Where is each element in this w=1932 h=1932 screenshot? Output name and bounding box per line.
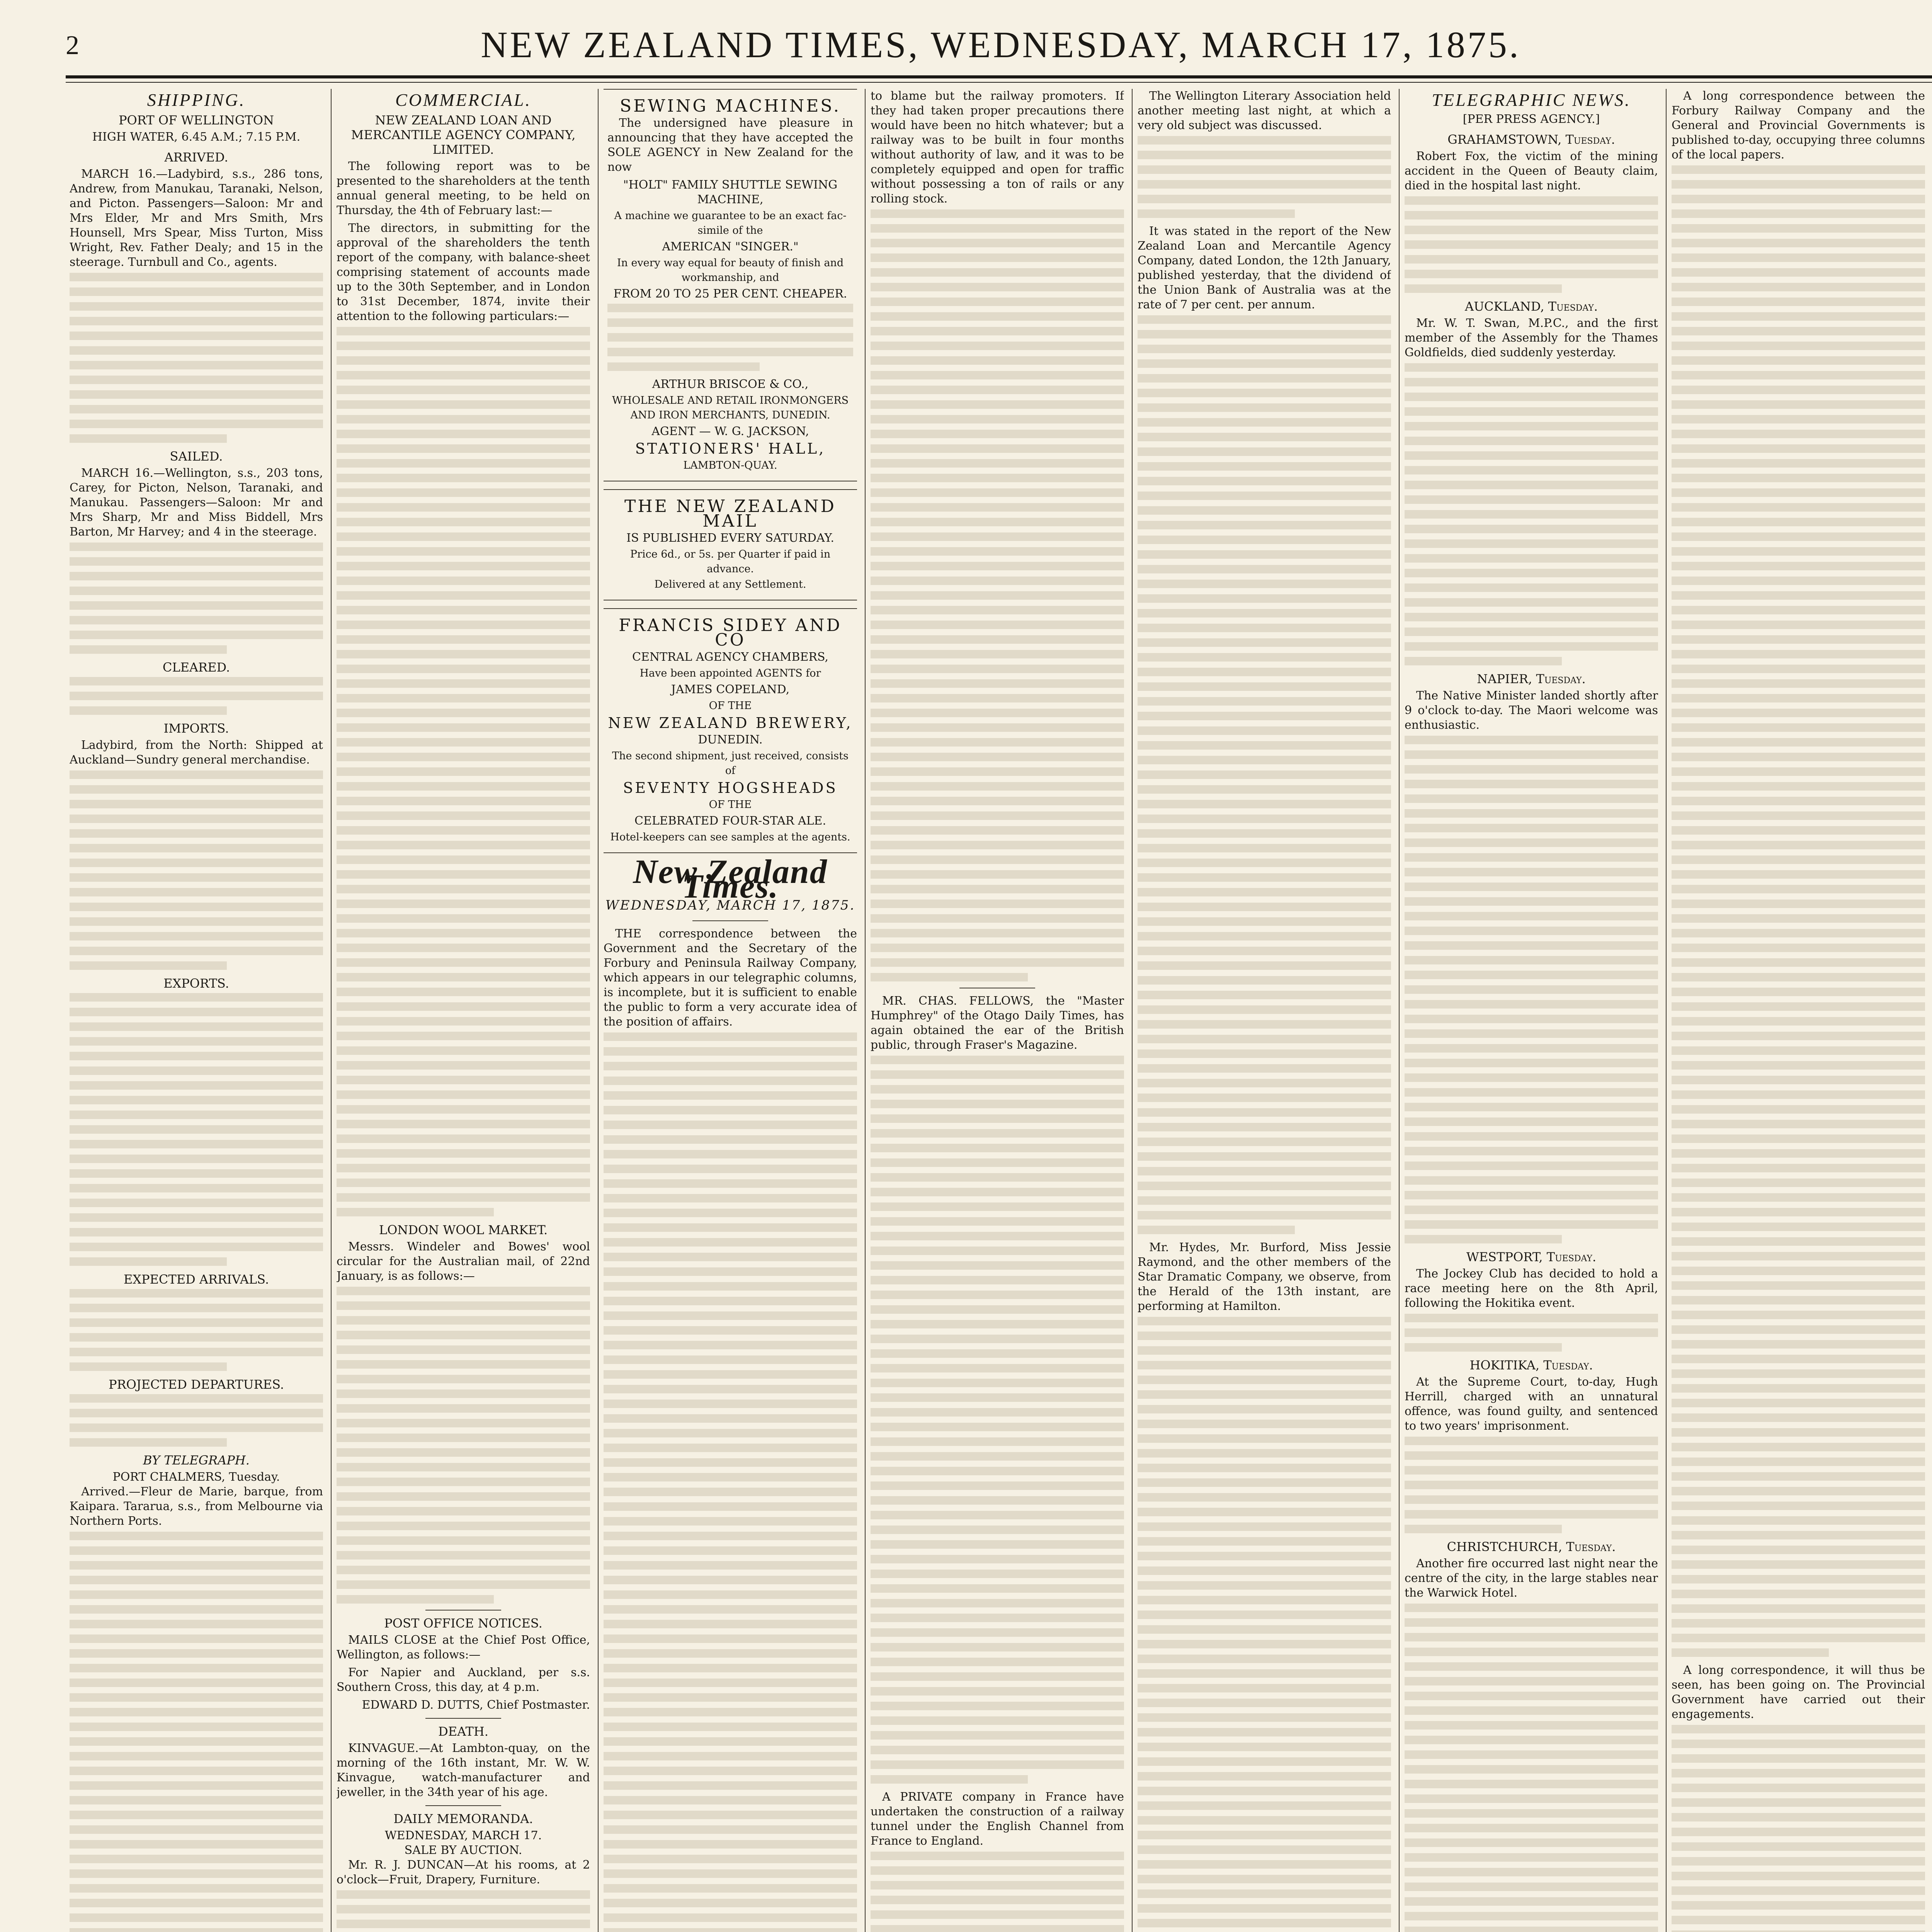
dateline: NAPIER, Tuesday. (1477, 672, 1586, 686)
column-divider (1132, 89, 1133, 1932)
text-block (871, 1056, 1124, 1784)
masthead-rule-thin (66, 82, 1932, 83)
arrived-heading: ARRIVED. (164, 150, 228, 165)
ad-line: Hotel-keepers can see samples at the agents. (610, 831, 850, 843)
news-paragraph: A long correspondence between the Forbury Railway Company and the General and Provincial Governments is published to-day, occupying three columns of the local papers. (1672, 89, 1925, 162)
expected-heading: EXPECTED ARRIVALS. (123, 1272, 269, 1287)
text-block (1138, 1317, 1391, 1932)
article-paragraph: Mr. R. J. DUNCAN—At his rooms, at 2 o'clock—Fruit, Drapery, Furniture. (337, 1858, 590, 1886)
column-commercial (337, 89, 590, 1932)
dateline: WESTPORT, Tuesday. (1466, 1250, 1597, 1264)
text-block (1405, 1604, 1658, 1932)
text-block (70, 273, 323, 443)
ad-line: AMERICAN "SINGER." (662, 240, 799, 253)
column-divider (865, 89, 866, 1932)
dateline: AUCKLAND, Tuesday. (1464, 299, 1598, 314)
text-block (70, 770, 323, 970)
port-heading: PORT OF WELLINGTON (119, 113, 274, 128)
exports-heading: EXPORTS. (163, 976, 229, 991)
text-block (1672, 1725, 1925, 1932)
leader-date: WEDNESDAY, MARCH 17, 1875. (605, 898, 855, 913)
text-block (1405, 736, 1658, 1243)
article-paragraph: MARCH 16.—Ladybird, s.s., 286 tons, Andrew, from Manukau, Taranaki, Nelson, and Picton. Passengers—Saloon: Mr and Mrs Elder, Mr and Mrs Smith, Mrs Hounsell, Mrs Spear, Miss Turton, Miss Wright, Rev. Father Dealy; and 15 in the steerage. Turnbull and Co., agents. (70, 167, 323, 269)
news-paragraph: At the Supreme Court, to-day, Hugh Herrill, charged with an unnatural offence, was found guilty, and sentenced to two years' imprisonment. (1405, 1375, 1658, 1433)
text-block (871, 209, 1124, 981)
ad-line: OF THE (709, 799, 752, 811)
cleared-heading: CLEARED. (162, 660, 230, 675)
ad-line: A machine we guarantee to be an exact fac-simile of the (614, 210, 847, 236)
dateline: CHRISTCHURCH, Tuesday. (1447, 1539, 1616, 1554)
column-correspondence (1672, 89, 1925, 1932)
telegraph-dateline: PORT CHALMERS, Tuesday. (112, 1470, 280, 1484)
ad-line: DUNEDIN. (698, 733, 763, 747)
text-block (604, 1032, 857, 1932)
newspaper-title: NEW ZEALAND TIMES, WEDNESDAY, MARCH 17, 1875. (481, 24, 1521, 65)
article-paragraph: KINVAGUE.—At Lambton-quay, on the morning of the 16th instant, Mr. W. W. Kinvague, watch-manufacturer and jeweller, in the 34th year of his age. (337, 1742, 590, 1799)
memoranda-date: WEDNESDAY, MARCH 17. (384, 1829, 542, 1842)
column-leader-continued (871, 89, 1124, 1932)
leader-title: New Zealand Times. (633, 853, 828, 905)
sailed-heading: SAILED. (170, 449, 223, 464)
text-block (337, 1287, 590, 1604)
high-water: HIGH WATER, 6.45 A.M.; 7.15 P.M. (92, 130, 301, 144)
article-paragraph: MAILS CLOSE at the Chief Post Office, Wellington, as follows:— (337, 1633, 590, 1662)
ad-line: CENTRAL AGENCY CHAMBERS, (632, 650, 828, 664)
news-paragraph: A long correspondence, it will thus be seen, has been going on. The Provincial Government have carried out their engagements. (1672, 1663, 1925, 1721)
text-block (337, 327, 590, 1216)
post-office-heading: POST OFFICE NOTICES. (384, 1616, 543, 1631)
article-paragraph: Arrived.—Fleur de Marie, barque, from Kaipara. Tararua, s.s., from Melbourne via Northern Ports. (70, 1485, 323, 1528)
ad-line: Delivered at any Settlement. (654, 578, 806, 590)
text-block (1405, 1314, 1658, 1352)
ad-line: ARTHUR BRISCOE & CO., (652, 378, 809, 391)
text-block (70, 543, 323, 654)
ad-paragraph: The undersigned have pleasure in announcing that they have accepted the SOLE AGENCY in New Zealand for the now (607, 116, 853, 174)
column-local-news (1138, 89, 1391, 1932)
text-block (1138, 315, 1391, 1234)
telegraph-heading: BY TELEGRAPH. (143, 1453, 250, 1468)
news-paragraph: Another fire occurred last night near the centre of the city, in the large stables near the Warwick Hotel. (1405, 1557, 1658, 1600)
column-leader (604, 89, 857, 1932)
ad-line: CELEBRATED FOUR-STAR ALE. (634, 814, 826, 828)
column-divider (1666, 89, 1667, 1932)
article-paragraph: Messrs. Windeler and Bowes' wool circular for the Australian mail, of 22nd January, is as follows:— (337, 1240, 590, 1283)
news-paragraph: The Wellington Literary Association held another meeting last night, at which a very old subject was discussed. (1138, 89, 1391, 132)
news-paragraph: The Jockey Club has decided to hold a race meeting here on the 8th April, following the Hokitika event. (1405, 1267, 1658, 1310)
ad-line: Price 6d., or 5s. per Quarter if paid in advance. (630, 548, 831, 575)
advertisement-nz-mail (604, 489, 857, 600)
ad-line: STATIONERS' HALL, (635, 440, 826, 457)
ad-line: JAMES COPELAND, (671, 683, 790, 696)
ad-title: SEWING MACHINES. (620, 96, 841, 116)
news-paragraph: A PRIVATE company in France have undertaken the construction of a railway tunnel under the English Channel from France to England. (871, 1790, 1124, 1848)
memoranda-heading: DAILY MEMORANDA. (393, 1811, 533, 1826)
article-paragraph: MARCH 16.—Wellington, s.s., 203 tons, Carey, for Picton, Nelson, Taranaki, and Manukau. Passengers—Saloon: Mr and Mrs Sharp, Mr and Miss Biddell, Mrs Barton, Mr Harvey; and 4 in the steerage. (70, 466, 323, 539)
advertisement-francis-sidey (604, 608, 857, 853)
news-paragraph: MR. CHAS. FELLOWS, the "Master Humphrey" of the Otago Daily Times, has again obtained the ear of the British public, through Fraser's Magazine. (871, 994, 1124, 1052)
ad-line: WHOLESALE AND RETAIL IRONMONGERS AND IRON MERCHANTS, DUNEDIN. (612, 395, 849, 421)
section-heading: TELEGRAPHIC NEWS. (1432, 90, 1631, 110)
projected-heading: PROJECTED DEPARTURES. (108, 1377, 284, 1392)
section-heading: COMMERCIAL. (395, 90, 531, 110)
news-source: [PER PRESS AGENCY.] (1463, 112, 1600, 126)
ad-line: Have been appointed AGENTS for (639, 667, 821, 679)
news-paragraph: Mr. W. T. Swan, M.P.C., and the first member of the Assembly for the Thames Goldfields, died suddenly yesterday. (1405, 316, 1658, 359)
column-divider (598, 89, 599, 1932)
death-heading: DEATH. (438, 1724, 488, 1739)
ad-line: LAMBTON-QUAY. (683, 459, 777, 471)
section-heading: SHIPPING. (147, 90, 246, 110)
ad-line: FROM 20 TO 25 PER CENT. CHEAPER. (613, 287, 847, 301)
ad-line: OF THE (709, 700, 752, 712)
company-heading: NEW ZEALAND LOAN AND MERCANTILE AGENCY COMPANY, LIMITED. (351, 113, 576, 157)
ad-line: NEW ZEALAND BREWERY, (608, 714, 853, 731)
news-paragraph: Robert Fox, the victim of the mining accident in the Queen of Beauty claim, died in the hospital last night. (1405, 150, 1658, 192)
text-block (70, 993, 323, 1266)
ad-line: In every way equal for beauty of finish and workmanship, and (617, 257, 844, 284)
ad-title: THE NEW ZEALAND MAIL (624, 497, 836, 531)
page-number: 2 (66, 31, 79, 60)
ad-line: The second shipment, just received, consists of (612, 750, 849, 777)
text-block (70, 1532, 323, 1932)
text-block (1405, 1437, 1658, 1533)
leader-paragraph: THE correspondence between the Government and the Secretary of the Forbury and Peninsula Railway Company, which appears in our telegraphic columns, is incomplete, but it is sufficient to enable the public to form a very accurate idea of the position of affairs. (604, 927, 857, 1029)
text-block (70, 1289, 323, 1371)
text-block (1405, 196, 1658, 293)
text-block (70, 677, 323, 715)
ad-line: IS PUBLISHED EVERY SATURDAY. (626, 531, 834, 545)
text-block (337, 1890, 590, 1932)
advertisement-sewing-machines (604, 89, 857, 481)
article-paragraph: The directors, in submitting for the approval of the shareholders the tenth report of the company, with balance-sheet comprising statement of accounts made up to the 30th September, and in London to 31st December, 1874, invite their attention to the following particulars:— (337, 221, 590, 323)
news-paragraph: The Native Minister landed shortly after 9 o'clock to-day. The Maori welcome was enthusiastic. (1405, 689, 1658, 732)
leader-paragraph: to blame but the railway promoters. If they had taken proper precautions there would have been no hitch whatever; but a railway was to be built in four months without authority of law, and it was to be completely equipped and open for traffic without possessing a ton of rails or any rolling stock. (871, 89, 1124, 206)
column-shipping (70, 89, 323, 1932)
memoranda-sale: SALE BY AUCTION. (404, 1844, 522, 1857)
text-block (1138, 136, 1391, 218)
ad-line: "HOLT" FAMILY SHUTTLE SEWING MACHINE, (623, 178, 838, 206)
column-telegraphic-news (1405, 89, 1658, 1932)
wool-market-heading: LONDON WOOL MARKET. (379, 1223, 548, 1237)
column-divider (331, 89, 332, 1932)
text-block (70, 1394, 323, 1447)
ad-line: AGENT — W. G. JACKSON, (651, 425, 809, 438)
text-block (871, 1852, 1124, 1932)
article-paragraph: Ladybird, from the North: Shipped at Auckland—Sundry general merchandise. (70, 738, 323, 767)
imports-heading: IMPORTS. (163, 721, 229, 736)
masthead-rule (66, 75, 1932, 78)
news-paragraph: Mr. Hydes, Mr. Burford, Miss Jessie Raymond, and the other members of the Star Dramatic Company, we observe, from the Herald of the 13th instant, are performing at Hamilton. (1138, 1241, 1391, 1313)
column-divider (1399, 89, 1400, 1932)
article-paragraph: For Napier and Auckland, per s.s. Southern Cross, this day, at 4 p.m. (337, 1666, 590, 1694)
dateline: HOKITIKA, Tuesday. (1469, 1358, 1593, 1372)
ad-line: SEVENTY HOGSHEADS (623, 779, 838, 796)
signature: EDWARD D. DUTTS, Chief Postmaster. (362, 1698, 590, 1712)
ad-title: FRANCIS SIDEY AND CO (619, 616, 842, 650)
news-paragraph: It was stated in the report of the New Zealand Loan and Mercantile Agency Company, dated London, the 12th January, published yesterday, that the dividend of the Union Bank of Australia was at the rate of 7 per cent. per annum. (1138, 224, 1391, 311)
text-block (1405, 363, 1658, 665)
masthead (66, 23, 1932, 70)
article-paragraph: The following report was to be presented to the shareholders at the tenth annual general meeting, to be held on Thursday, the 4th of February last:— (337, 160, 590, 217)
dateline: GRAHAMSTOWN, Tuesday. (1447, 132, 1615, 147)
text-block (1672, 165, 1925, 1657)
